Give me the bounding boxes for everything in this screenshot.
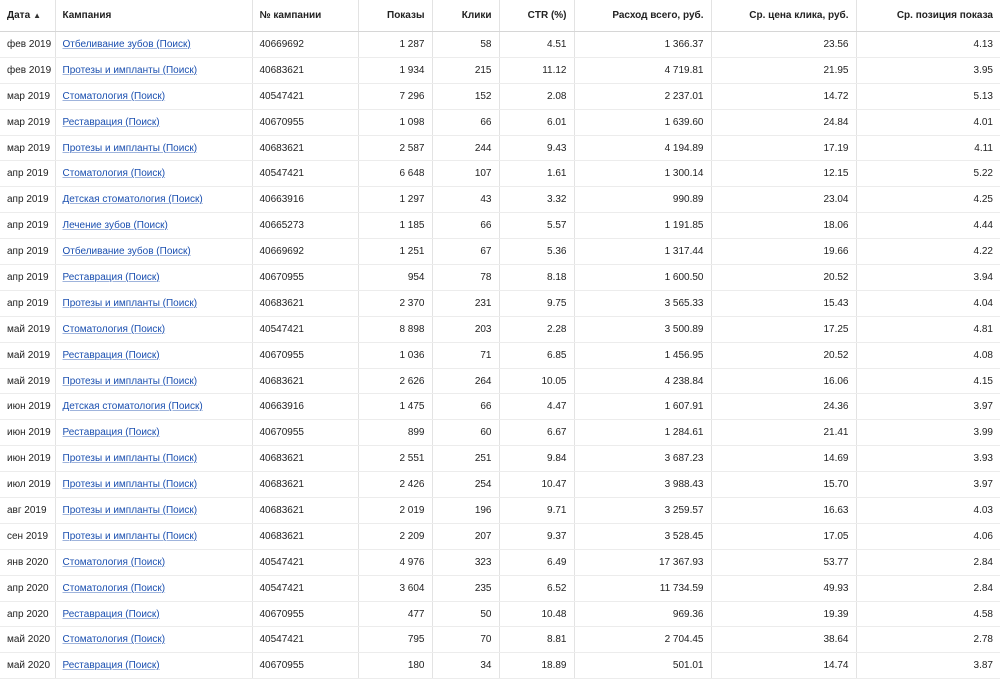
campaign-link[interactable]: Протезы и импланты (Поиск): [62, 453, 198, 465]
cell-avg-position: 4.03: [856, 498, 1000, 524]
cell-avg-position: 4.11: [856, 135, 1000, 161]
cell-avg-cpc: 17.05: [711, 523, 856, 549]
cell-campaign: [55, 109, 252, 135]
campaign-link[interactable]: Протезы и импланты (Поиск): [62, 142, 198, 154]
table-row: [0, 601, 1000, 627]
cell-spend: 11 734.59: [574, 575, 711, 601]
cell-spend: 3 528.45: [574, 523, 711, 549]
cell-campaign-id: 40547421: [252, 627, 358, 653]
cell-campaign: [55, 549, 252, 575]
cell-date: май 2019: [0, 342, 55, 368]
cell-avg-cpc: 21.95: [711, 57, 856, 83]
cell-campaign: [55, 342, 252, 368]
campaign-link[interactable]: Стоматология (Поиск): [62, 634, 166, 646]
cell-avg-cpc: 16.63: [711, 498, 856, 524]
header-spend[interactable]: [574, 0, 711, 32]
table-row: [0, 627, 1000, 653]
cell-date: апр 2020: [0, 601, 55, 627]
cell-spend: 3 988.43: [574, 472, 711, 498]
cell-date: мар 2019: [0, 109, 55, 135]
cell-avg-position: 4.04: [856, 290, 1000, 316]
header-campaign-id[interactable]: [252, 0, 358, 32]
cell-campaign: [55, 523, 252, 549]
cell-ctr: 6.67: [499, 420, 574, 446]
cell-avg-position: 4.58: [856, 601, 1000, 627]
header-impressions[interactable]: [358, 0, 432, 32]
cell-spend: 501.01: [574, 653, 711, 679]
cell-date: апр 2020: [0, 575, 55, 601]
cell-campaign: [55, 575, 252, 601]
table-row: [0, 446, 1000, 472]
cell-avg-cpc: 23.56: [711, 32, 856, 58]
header-avg-cpc[interactable]: [711, 0, 856, 32]
campaign-link[interactable]: Протезы и импланты (Поиск): [62, 504, 198, 516]
cell-avg-position: 2.84: [856, 575, 1000, 601]
cell-campaign-id: 40547421: [252, 316, 358, 342]
cell-impressions: 2 426: [358, 472, 432, 498]
cell-impressions: 1 036: [358, 342, 432, 368]
campaign-link[interactable]: Протезы и импланты (Поиск): [62, 64, 198, 76]
cell-avg-cpc: 18.06: [711, 213, 856, 239]
table-row: [0, 135, 1000, 161]
cell-impressions: 2 209: [358, 523, 432, 549]
cell-spend: 2 704.45: [574, 627, 711, 653]
cell-impressions: 2 370: [358, 290, 432, 316]
header-ctr[interactable]: [499, 0, 574, 32]
cell-clicks: 264: [432, 368, 499, 394]
cell-avg-position: 2.78: [856, 627, 1000, 653]
cell-avg-cpc: 24.84: [711, 109, 856, 135]
cell-campaign: [55, 135, 252, 161]
cell-spend: 4 238.84: [574, 368, 711, 394]
cell-ctr: 9.71: [499, 498, 574, 524]
cell-clicks: 196: [432, 498, 499, 524]
campaign-link[interactable]: Стоматология (Поиск): [62, 582, 166, 594]
campaign-link[interactable]: Стоматология (Поиск): [62, 90, 166, 102]
cell-impressions: 1 251: [358, 239, 432, 265]
campaign-link[interactable]: Лечение зубов (Поиск): [62, 220, 168, 232]
cell-date: май 2019: [0, 368, 55, 394]
cell-ctr: 10.05: [499, 368, 574, 394]
table-row: [0, 187, 1000, 213]
cell-impressions: 795: [358, 627, 432, 653]
cell-ctr: 18.89: [499, 653, 574, 679]
cell-spend: 3 687.23: [574, 446, 711, 472]
cell-spend: 3 565.33: [574, 290, 711, 316]
cell-clicks: 66: [432, 109, 499, 135]
table-row: [0, 57, 1000, 83]
cell-campaign: [55, 239, 252, 265]
cell-campaign: [55, 446, 252, 472]
header-avg-position-label: Ср. позиция показа: [896, 10, 993, 21]
table-row: [0, 472, 1000, 498]
cell-campaign-id: 40547421: [252, 161, 358, 187]
cell-clicks: 34: [432, 653, 499, 679]
cell-clicks: 323: [432, 549, 499, 575]
cell-date: июн 2019: [0, 420, 55, 446]
cell-spend: 3 259.57: [574, 498, 711, 524]
cell-campaign: [55, 187, 252, 213]
table-row: [0, 394, 1000, 420]
cell-avg-position: 3.93: [856, 446, 1000, 472]
cell-ctr: 2.28: [499, 316, 574, 342]
cell-avg-position: 5.13: [856, 83, 1000, 109]
table-row: [0, 316, 1000, 342]
table-row: [0, 109, 1000, 135]
header-clicks-label: Клики: [461, 10, 492, 21]
campaign-link[interactable]: Стоматология (Поиск): [62, 323, 166, 335]
cell-impressions: 2 587: [358, 135, 432, 161]
cell-avg-cpc: 53.77: [711, 549, 856, 575]
cell-date: фев 2019: [0, 57, 55, 83]
header-campaign[interactable]: [55, 0, 252, 32]
table-row: [0, 498, 1000, 524]
cell-impressions: 2 626: [358, 368, 432, 394]
cell-campaign-id: 40670955: [252, 420, 358, 446]
cell-ctr: 10.48: [499, 601, 574, 627]
campaign-link[interactable]: Стоматология (Поиск): [62, 168, 166, 180]
cell-campaign: [55, 57, 252, 83]
cell-campaign: [55, 627, 252, 653]
cell-campaign-id: 40683621: [252, 446, 358, 472]
cell-campaign-id: 40683621: [252, 498, 358, 524]
cell-clicks: 244: [432, 135, 499, 161]
cell-clicks: 152: [432, 83, 499, 109]
cell-clicks: 66: [432, 394, 499, 420]
cell-campaign-id: 40683621: [252, 290, 358, 316]
header-row: [0, 0, 1000, 32]
cell-clicks: 43: [432, 187, 499, 213]
cell-avg-cpc: 14.74: [711, 653, 856, 679]
cell-campaign-id: 40670955: [252, 342, 358, 368]
table-row: [0, 161, 1000, 187]
header-spend-label: Расход всего, руб.: [612, 10, 704, 21]
cell-ctr: 5.57: [499, 213, 574, 239]
cell-campaign: [55, 601, 252, 627]
header-date[interactable]: [0, 0, 55, 32]
cell-impressions: 2 551: [358, 446, 432, 472]
cell-avg-position: 4.44: [856, 213, 1000, 239]
table-row: [0, 523, 1000, 549]
cell-avg-cpc: 16.06: [711, 368, 856, 394]
cell-impressions: 1 475: [358, 394, 432, 420]
cell-avg-cpc: 17.25: [711, 316, 856, 342]
campaign-link[interactable]: Протезы и импланты (Поиск): [62, 375, 198, 387]
cell-campaign: [55, 161, 252, 187]
cell-spend: 1 456.95: [574, 342, 711, 368]
cell-date: апр 2019: [0, 213, 55, 239]
cell-avg-cpc: 15.43: [711, 290, 856, 316]
cell-avg-cpc: 19.66: [711, 239, 856, 265]
cell-ctr: 2.08: [499, 83, 574, 109]
cell-spend: 1 366.37: [574, 32, 711, 58]
cell-date: июн 2019: [0, 446, 55, 472]
table-row: [0, 368, 1000, 394]
cell-avg-cpc: 49.93: [711, 575, 856, 601]
cell-ctr: 9.43: [499, 135, 574, 161]
campaign-link[interactable]: Реставрация (Поиск): [62, 660, 160, 672]
cell-avg-cpc: 12.15: [711, 161, 856, 187]
cell-campaign-id: 40683621: [252, 368, 358, 394]
cell-ctr: 9.37: [499, 523, 574, 549]
cell-campaign-id: 40683621: [252, 135, 358, 161]
cell-campaign: [55, 265, 252, 291]
table-row: [0, 653, 1000, 679]
cell-spend: 990.89: [574, 187, 711, 213]
campaign-link[interactable]: Протезы и импланты (Поиск): [62, 297, 198, 309]
cell-avg-cpc: 14.72: [711, 83, 856, 109]
sort-ascending-icon[interactable]: ▲: [33, 11, 42, 20]
cell-impressions: 6 648: [358, 161, 432, 187]
cell-clicks: 254: [432, 472, 499, 498]
cell-campaign: [55, 653, 252, 679]
cell-ctr: 6.49: [499, 549, 574, 575]
campaign-link[interactable]: Отбеливание зубов (Поиск): [62, 38, 191, 50]
cell-ctr: 8.18: [499, 265, 574, 291]
cell-date: авг 2019: [0, 498, 55, 524]
cell-campaign: [55, 498, 252, 524]
table-row: [0, 290, 1000, 316]
cell-clicks: 70: [432, 627, 499, 653]
cell-avg-position: 4.08: [856, 342, 1000, 368]
cell-clicks: 235: [432, 575, 499, 601]
cell-impressions: 2 019: [358, 498, 432, 524]
cell-ctr: 4.51: [499, 32, 574, 58]
cell-date: апр 2019: [0, 239, 55, 265]
table-header: [0, 0, 1000, 32]
table-row: [0, 213, 1000, 239]
cell-impressions: 4 976: [358, 549, 432, 575]
cell-spend: 17 367.93: [574, 549, 711, 575]
cell-avg-position: 4.25: [856, 187, 1000, 213]
campaign-link[interactable]: Протезы и импланты (Поиск): [62, 530, 198, 542]
cell-ctr: 1.61: [499, 161, 574, 187]
cell-impressions: 1 185: [358, 213, 432, 239]
cell-avg-cpc: 23.04: [711, 187, 856, 213]
header-clicks[interactable]: [432, 0, 499, 32]
table-body: [0, 32, 1000, 679]
cell-avg-position: 3.99: [856, 420, 1000, 446]
cell-avg-position: 4.15: [856, 368, 1000, 394]
cell-spend: 1 284.61: [574, 420, 711, 446]
cell-impressions: 1 297: [358, 187, 432, 213]
cell-campaign-id: 40669692: [252, 239, 358, 265]
cell-campaign: [55, 213, 252, 239]
cell-spend: 1 191.85: [574, 213, 711, 239]
cell-campaign-id: 40547421: [252, 83, 358, 109]
cell-avg-cpc: 24.36: [711, 394, 856, 420]
table-row: [0, 239, 1000, 265]
cell-avg-position: 4.06: [856, 523, 1000, 549]
cell-avg-position: 3.95: [856, 57, 1000, 83]
cell-clicks: 207: [432, 523, 499, 549]
cell-campaign: [55, 368, 252, 394]
cell-spend: 2 237.01: [574, 83, 711, 109]
cell-impressions: 8 898: [358, 316, 432, 342]
cell-avg-cpc: 19.39: [711, 601, 856, 627]
cell-campaign-id: 40670955: [252, 109, 358, 135]
cell-campaign: [55, 394, 252, 420]
cell-date: апр 2019: [0, 187, 55, 213]
campaign-link[interactable]: Отбеливание зубов (Поиск): [62, 246, 191, 258]
cell-avg-position: 3.97: [856, 472, 1000, 498]
header-date-label: Дата: [7, 10, 31, 21]
cell-campaign-id: 40683621: [252, 523, 358, 549]
cell-ctr: 9.84: [499, 446, 574, 472]
campaign-link[interactable]: Детская стоматология (Поиск): [62, 194, 203, 206]
cell-spend: 1 607.91: [574, 394, 711, 420]
campaign-link[interactable]: Реставрация (Поиск): [62, 608, 160, 620]
cell-campaign-id: 40665273: [252, 213, 358, 239]
cell-clicks: 50: [432, 601, 499, 627]
cell-ctr: 6.52: [499, 575, 574, 601]
cell-clicks: 215: [432, 57, 499, 83]
cell-date: мар 2019: [0, 135, 55, 161]
cell-avg-cpc: 14.69: [711, 446, 856, 472]
cell-spend: 4 719.81: [574, 57, 711, 83]
cell-impressions: 180: [358, 653, 432, 679]
cell-ctr: 5.36: [499, 239, 574, 265]
cell-campaign-id: 40670955: [252, 601, 358, 627]
table-row: [0, 420, 1000, 446]
cell-date: апр 2019: [0, 161, 55, 187]
cell-campaign: [55, 316, 252, 342]
cell-clicks: 67: [432, 239, 499, 265]
cell-avg-position: 3.94: [856, 265, 1000, 291]
cell-campaign-id: 40683621: [252, 57, 358, 83]
cell-date: апр 2019: [0, 265, 55, 291]
cell-campaign-id: 40683621: [252, 472, 358, 498]
table-row: [0, 32, 1000, 58]
campaign-link[interactable]: Стоматология (Поиск): [62, 556, 166, 568]
cell-ctr: 9.75: [499, 290, 574, 316]
cell-date: июл 2019: [0, 472, 55, 498]
cell-avg-position: 3.97: [856, 394, 1000, 420]
cell-date: янв 2020: [0, 549, 55, 575]
cell-clicks: 78: [432, 265, 499, 291]
cell-avg-cpc: 21.41: [711, 420, 856, 446]
table-row: [0, 342, 1000, 368]
cell-spend: 4 194.89: [574, 135, 711, 161]
cell-ctr: 6.85: [499, 342, 574, 368]
cell-campaign-id: 40663916: [252, 394, 358, 420]
cell-campaign-id: 40663916: [252, 187, 358, 213]
cell-clicks: 60: [432, 420, 499, 446]
cell-campaign-id: 40669692: [252, 32, 358, 58]
cell-date: фев 2019: [0, 32, 55, 58]
cell-avg-position: 4.13: [856, 32, 1000, 58]
campaign-link[interactable]: Реставрация (Поиск): [62, 271, 160, 283]
cell-campaign: [55, 83, 252, 109]
table-row: [0, 549, 1000, 575]
campaign-link[interactable]: Протезы и импланты (Поиск): [62, 479, 198, 491]
cell-ctr: 6.01: [499, 109, 574, 135]
cell-impressions: 1 934: [358, 57, 432, 83]
cell-ctr: 11.12: [499, 57, 574, 83]
cell-impressions: 1 287: [358, 32, 432, 58]
cell-spend: 3 500.89: [574, 316, 711, 342]
cell-campaign-id: 40547421: [252, 575, 358, 601]
cell-avg-position: 4.81: [856, 316, 1000, 342]
cell-impressions: 7 296: [358, 83, 432, 109]
cell-ctr: 8.81: [499, 627, 574, 653]
cell-clicks: 251: [432, 446, 499, 472]
cell-avg-position: 2.84: [856, 549, 1000, 575]
header-campaign-label: Кампания: [62, 10, 112, 21]
cell-campaign-id: 40547421: [252, 549, 358, 575]
campaign-link[interactable]: Реставрация (Поиск): [62, 427, 160, 439]
table-row: [0, 83, 1000, 109]
cell-date: июн 2019: [0, 394, 55, 420]
cell-ctr: 3.32: [499, 187, 574, 213]
cell-spend: 1 300.14: [574, 161, 711, 187]
cell-avg-cpc: 38.64: [711, 627, 856, 653]
cell-campaign: [55, 472, 252, 498]
cell-date: апр 2019: [0, 290, 55, 316]
cell-avg-cpc: 15.70: [711, 472, 856, 498]
cell-ctr: 10.47: [499, 472, 574, 498]
cell-campaign: [55, 290, 252, 316]
cell-clicks: 66: [432, 213, 499, 239]
header-ctr-label: CTR (%): [527, 10, 567, 21]
table-row: [0, 265, 1000, 291]
cell-campaign: [55, 32, 252, 58]
cell-date: мар 2019: [0, 83, 55, 109]
cell-avg-cpc: 17.19: [711, 135, 856, 161]
header-avg-position[interactable]: [856, 0, 1000, 32]
cell-avg-cpc: 20.52: [711, 342, 856, 368]
cell-campaign-id: 40670955: [252, 265, 358, 291]
cell-campaign: [55, 420, 252, 446]
cell-ctr: 4.47: [499, 394, 574, 420]
cell-date: май 2020: [0, 627, 55, 653]
header-impressions-label: Показы: [387, 10, 425, 21]
campaign-link[interactable]: Детская стоматология (Поиск): [62, 401, 203, 413]
cell-date: май 2019: [0, 316, 55, 342]
cell-impressions: 899: [358, 420, 432, 446]
cell-avg-position: 3.87: [856, 653, 1000, 679]
cell-spend: 1 639.60: [574, 109, 711, 135]
cell-clicks: 58: [432, 32, 499, 58]
header-campaign-id-label: № кампании: [259, 10, 322, 21]
cell-avg-position: 5.22: [856, 161, 1000, 187]
cell-spend: 1 600.50: [574, 265, 711, 291]
cell-campaign-id: 40670955: [252, 653, 358, 679]
table-row: [0, 575, 1000, 601]
cell-clicks: 71: [432, 342, 499, 368]
cell-avg-cpc: 20.52: [711, 265, 856, 291]
cell-clicks: 107: [432, 161, 499, 187]
cell-impressions: 477: [358, 601, 432, 627]
cell-clicks: 231: [432, 290, 499, 316]
cell-impressions: 954: [358, 265, 432, 291]
campaign-link[interactable]: Реставрация (Поиск): [62, 116, 160, 128]
cell-date: май 2020: [0, 653, 55, 679]
header-avg-cpc-label: Ср. цена клика, руб.: [749, 10, 849, 21]
cell-avg-position: 4.01: [856, 109, 1000, 135]
campaign-link[interactable]: Реставрация (Поиск): [62, 349, 160, 361]
cell-clicks: 203: [432, 316, 499, 342]
cell-spend: 1 317.44: [574, 239, 711, 265]
cell-spend: 969.36: [574, 601, 711, 627]
cell-avg-position: 4.22: [856, 239, 1000, 265]
cell-impressions: 3 604: [358, 575, 432, 601]
cell-impressions: 1 098: [358, 109, 432, 135]
cell-date: сен 2019: [0, 523, 55, 549]
